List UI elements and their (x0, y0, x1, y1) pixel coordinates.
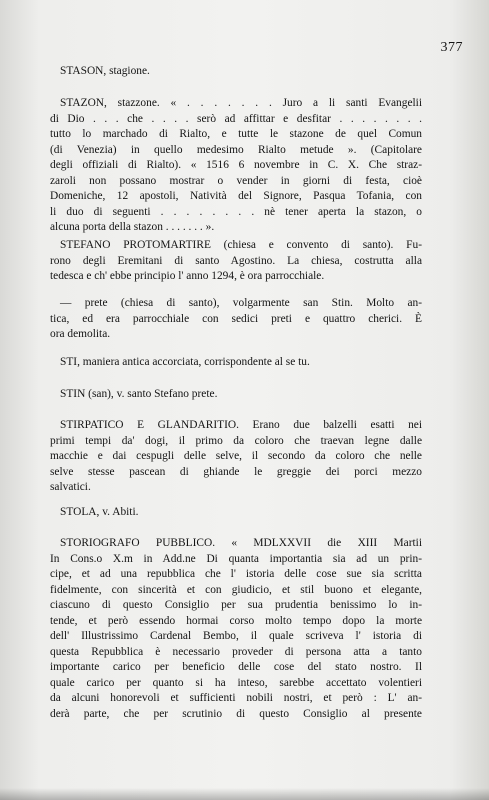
entry-stin (50, 387, 422, 403)
text-line: rono degli Eremitani di santo Agostino. La chiesa, costrutta alla (50, 254, 422, 267)
text-line: di Dio . . . che . . . . serò ad affittar e desfitar . . . . . . . . (50, 112, 422, 125)
entry-stefano (50, 238, 422, 285)
text-line: tende, et però essendo hormai corso molto tempo dopo la morte (50, 614, 422, 627)
text-line: (di Venezia) in quello medesimo Rialto metude ». (Capitolare (50, 143, 422, 156)
text-line: Domeniche, 12 apostoli, Natività del Signore, Pasqua Tofania, con (50, 190, 422, 202)
text-line: quale carico per quanto si ha inteso, sarebbe accettato volentieri (50, 676, 422, 689)
text-line: tutto lo marchado di Rialto, e tutte le stazone de quel Comun (50, 128, 422, 140)
text-line: primi tempi da' dogi, il primo da coloro che traevan legne dalle (50, 434, 422, 447)
text-line: macchie e dai cespugli delle selve, il secondo da coloro che nelle (50, 450, 422, 462)
text-line: STORIOGRAFO PUBBLICO. « MDLXXVII die XIII Martii (60, 537, 422, 549)
entry-storiografo (50, 536, 422, 722)
text-line: degli offiziali di Rialto). « 1516 6 novembre in C. X. Che straz- (50, 159, 422, 171)
text-line: li duo di seguenti . . . . . . . . nè tener aperta la stazon, o (50, 205, 422, 218)
text-line: fidelmente, con sincerità et con giudicio, et stil buono et elegante, (50, 583, 422, 596)
text-line: STIN (san), v. santo Stefano prete. (60, 388, 218, 400)
text-line: STIRPATICO E GLANDARITIO. Erano due balzelli esatti nei (60, 419, 422, 431)
text-line: tedesca e ch' ebbe principio l' anno 1294, è ora parrocchiale. (50, 270, 325, 282)
text-line: salvatici. (50, 481, 91, 493)
text-line: STAZON, stazzone. « . . . . . . . Juro a li santi Evangelii (60, 97, 422, 109)
text-line: In Cons.o X.m in Add.ne Di quanta importantia sia ad un prin- (50, 552, 422, 565)
entry-prete (50, 296, 422, 343)
text-line: STASON, stagione. (60, 65, 150, 77)
text-line: zaroli non possano mostrar o vender in giorni di festa, cioè (50, 174, 422, 187)
text-line: questa Repubblica è necessario proveder di persona atta a tanto (50, 645, 422, 658)
text-line: — prete (chiesa di santo), volgarmente san Stin. Molto an- (60, 297, 422, 309)
text-line: selve stesse pascean di ghiande le greggie dei porci mezzo (50, 465, 422, 478)
entry-sti (50, 355, 422, 371)
text-line: STEFANO PROTOMARTIRE (chiesa e convento di santo). Fu- (60, 239, 422, 251)
entry-stola (50, 505, 422, 521)
entry-stason (50, 64, 422, 80)
text-line: alcuna porta della stazon . . . . . . . ». (50, 221, 215, 233)
text-line: cipe, et ad una repubblica che l' istoria delle cose sue sia scritta (50, 568, 422, 580)
text-line: derà parte, che per scrutinio di questo Consiglio al presente (50, 707, 422, 720)
text-line: dell' Illustrissimo Cardenal Bembo, il quale scriveva l' istoria di (50, 630, 422, 642)
text-line: da alcuni honorevoli et sufficienti nobili nostri, et però : L' an- (50, 692, 422, 704)
page-number: 377 (440, 40, 463, 55)
text-line: ora demolita. (50, 328, 111, 340)
entry-stirpatico (50, 418, 422, 496)
text-line: importante carico per beneficio delle cose del stato nostro. Il (50, 661, 422, 673)
text-line: STI, maniera antica accorciata, corrispondente al se tu. (60, 356, 310, 368)
text-line: ciascuno di questo Consiglio per sua prudentia benissimo lo in- (50, 599, 422, 611)
text-line: tica, ed era parrocchiale con sedici preti e quattro cherici. È (50, 312, 422, 325)
entry-stazon (50, 96, 422, 236)
text-line: STOLA, v. Abiti. (60, 506, 139, 518)
